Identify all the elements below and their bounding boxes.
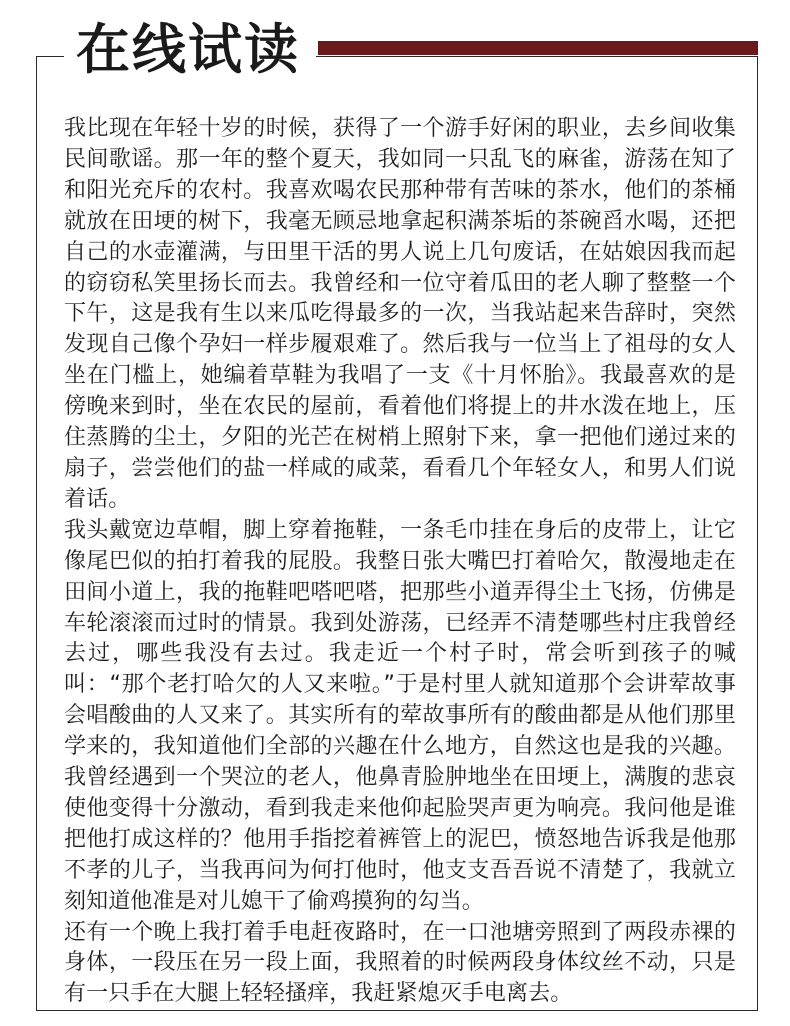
- paragraph: 我比现在年轻十岁的时候，获得了一个游手好闲的职业，去乡间收集民间歌谣。那一年的整个夏天，我如同一只乱飞的麻雀，游荡在知了和阳光充斥的农村。我喜欢喝农民那种带有苦味的茶水，他们的茶桶就放在田埂的树下，我毫无顾忌地拿起积满茶垢的茶碗舀水喝，还把自己的水壶灌满，与田里干活的男人说上几句废话，在姑娘因我而起的窃窃私笑里扬长而去。我曾经和一位守着瓜田的老人聊了整整一个下午，这是我有生以来瓜吃得最多的一次，当我站起来告辞时，突然发现自己像个孕妇一样步履艰难了。然后我与一位当上了祖母的女人坐在门槛上，她编着草鞋为我唱了一支《十月怀胎》。我最喜欢的是傍晚来到时，坐在农民的屋前，看着他们将提上的井水泼在地上，压住蒸腾的尘土，夕阳的光芒在树梢上照射下来，拿一把他们递过来的扇子，尝尝他们的盐一样咸的咸菜，看看几个年轻女人，和男人们说着话。: [64, 116, 736, 512]
- title-accent-bar: [318, 41, 758, 55]
- article-body: [64, 114, 736, 1010]
- paragraph: 我头戴宽边草帽，脚上穿着拖鞋，一条毛巾挂在身后的皮带上，让它像尾巴似的拍打着我的屁股。我整日张大嘴巴打着哈欠，散漫地走在田间小道上，我的拖鞋吧嗒吧嗒，把那些小道弄得尘土飞扬，仿佛是车轮滚滚而过时的情景。我到处游荡，已经弄不清楚哪些村庄我曾经去过，哪些我没有去过。我走近一个村子时，常会听到孩子的喊叫：“那个老打哈欠的人又来啦。”于是村里人就知道那个会讲荤故事会唱酸曲的人又来了。其实所有的荤故事所有的酸曲都是从他们那里学来的，我知道他们全部的兴趣在什么地方，自然这也是我的兴趣。我曾经遇到一个哭泣的老人，他鼻青脸肿地坐在田埂上，满腹的悲哀使他变得十分激动，看到我走来他仰起脸哭声更为响亮。我问他是谁把他打成这样的？他用手指挖着裤管上的泥巴，愤怒地告诉我是他那不孝的儿子，当我再问为何打他时，他支支吾吾说不清楚了，我就立刻知道他准是对儿媳干了偷鸡摸狗的勾当。: [64, 517, 736, 914]
- paragraph: 还有一个晚上我打着手电赶夜路时，在一口池塘旁照到了两段赤裸的身体，一段压在另一段上面，我照着的时候两段身体纹丝不动，只是有一只手在大腿上轻轻搔痒，我赶紧熄灭手电离去。: [64, 919, 736, 1007]
- page-title: 在线试读: [76, 17, 300, 81]
